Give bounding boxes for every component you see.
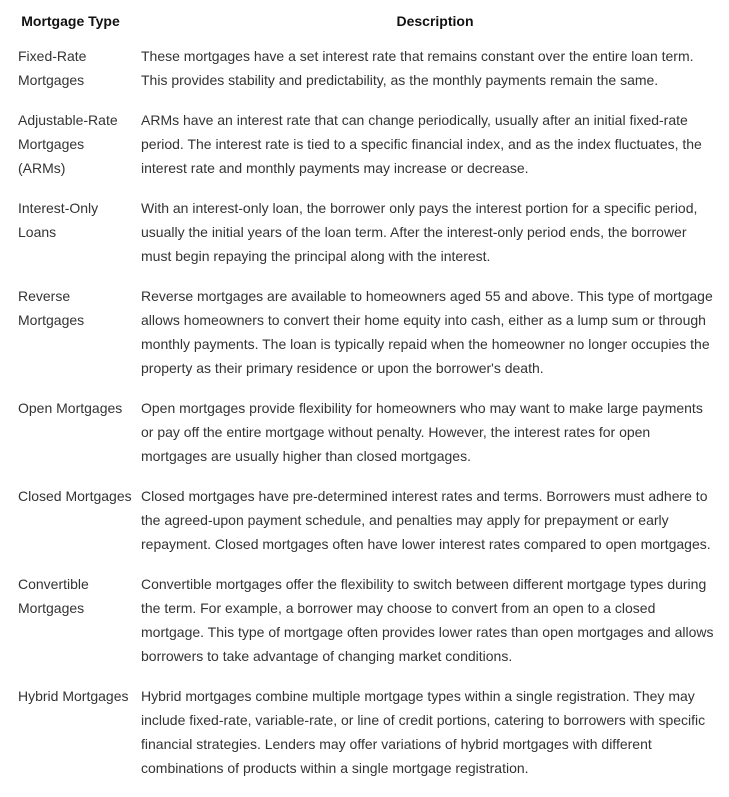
table-row — [0, 284, 729, 396]
description-cell: With an interest-only loan, the borrower only pays the interest portion for a specific period, usually the initial years of the loan term. After the interest-only period ends, the borrower must begin repaying the principal along with the interest. — [141, 200, 698, 264]
table-row — [0, 44, 729, 108]
mortgage-type-cell: Closed Mortgages — [18, 488, 132, 504]
description-cell: Hybrid mortgages combine multiple mortgage types within a single registration. They may include fixed-rate, variable-rate, or line of credit portions, catering to borrowers with specific financial strategies. Lenders may offer variations of hybrid mortgages with different combinations of products within a single mortgage registration. — [141, 688, 706, 776]
header-description: Description — [396, 13, 474, 29]
header-row — [0, 0, 729, 44]
description-cell: Open mortgages provide flexibility for homeowners who may want to make large payments or pay off the entire mortgage without penalty. However, the interest rates for open mortgages are usually higher than closed mortgages. — [141, 400, 703, 464]
table-row — [0, 684, 729, 796]
table-row — [0, 396, 729, 484]
table-row — [0, 484, 729, 572]
table-row — [0, 108, 729, 196]
mortgage-type-cell: Convertible Mortgages — [18, 576, 89, 616]
table-header — [0, 0, 729, 44]
mortgage-type-cell: Interest-Only Loans — [18, 200, 99, 240]
mortgage-type-cell: Fixed-Rate Mortgages — [18, 48, 87, 88]
header-mortgage-type: Mortgage Type — [21, 13, 120, 29]
mortgage-type-cell: Adjustable-Rate Mortgages (ARMs) — [18, 112, 118, 176]
mortgage-type-cell: Hybrid Mortgages — [18, 688, 129, 704]
table-row — [0, 196, 729, 284]
description-cell: ARMs have an interest rate that can change periodically, usually after an initial fixed-rate period. The interest rate is tied to a specific financial index, and as the index fluctuates, the interest rate and monthly payments may increase or decrease. — [141, 112, 702, 176]
description-cell: These mortgages have a set interest rate that remains constant over the entire loan term. This provides stability and predictability, as the monthly payments remain the same. — [141, 48, 694, 88]
table-body — [0, 44, 729, 796]
mortgage-type-cell: Reverse Mortgages — [18, 288, 85, 328]
mortgage-type-cell: Open Mortgages — [18, 400, 123, 416]
description-cell: Convertible mortgages offer the flexibility to switch between different mortgage types during the term. For example, a borrower may choose to convert from an open to a closed mortgage. This type of mortgage often provides lower rates than open mortgages and allows borrowers to take advantage of changing market conditions. — [141, 576, 714, 664]
description-cell: Reverse mortgages are available to homeowners aged 55 and above. This type of mortgage allows homeowners to convert their home equity into cash, either as a lump sum or through monthly payments. The loan is typically repaid when the homeowner no longer occupies the property as their primary residence or upon the borrower's death. — [141, 288, 713, 376]
table-row — [0, 572, 729, 684]
description-cell: Closed mortgages have pre-determined interest rates and terms. Borrowers must adhere to the agreed-upon payment schedule, and penalties may apply for prepayment or early repayment. Closed mortgages often have lower interest rates compared to open mortgages. — [141, 488, 711, 552]
